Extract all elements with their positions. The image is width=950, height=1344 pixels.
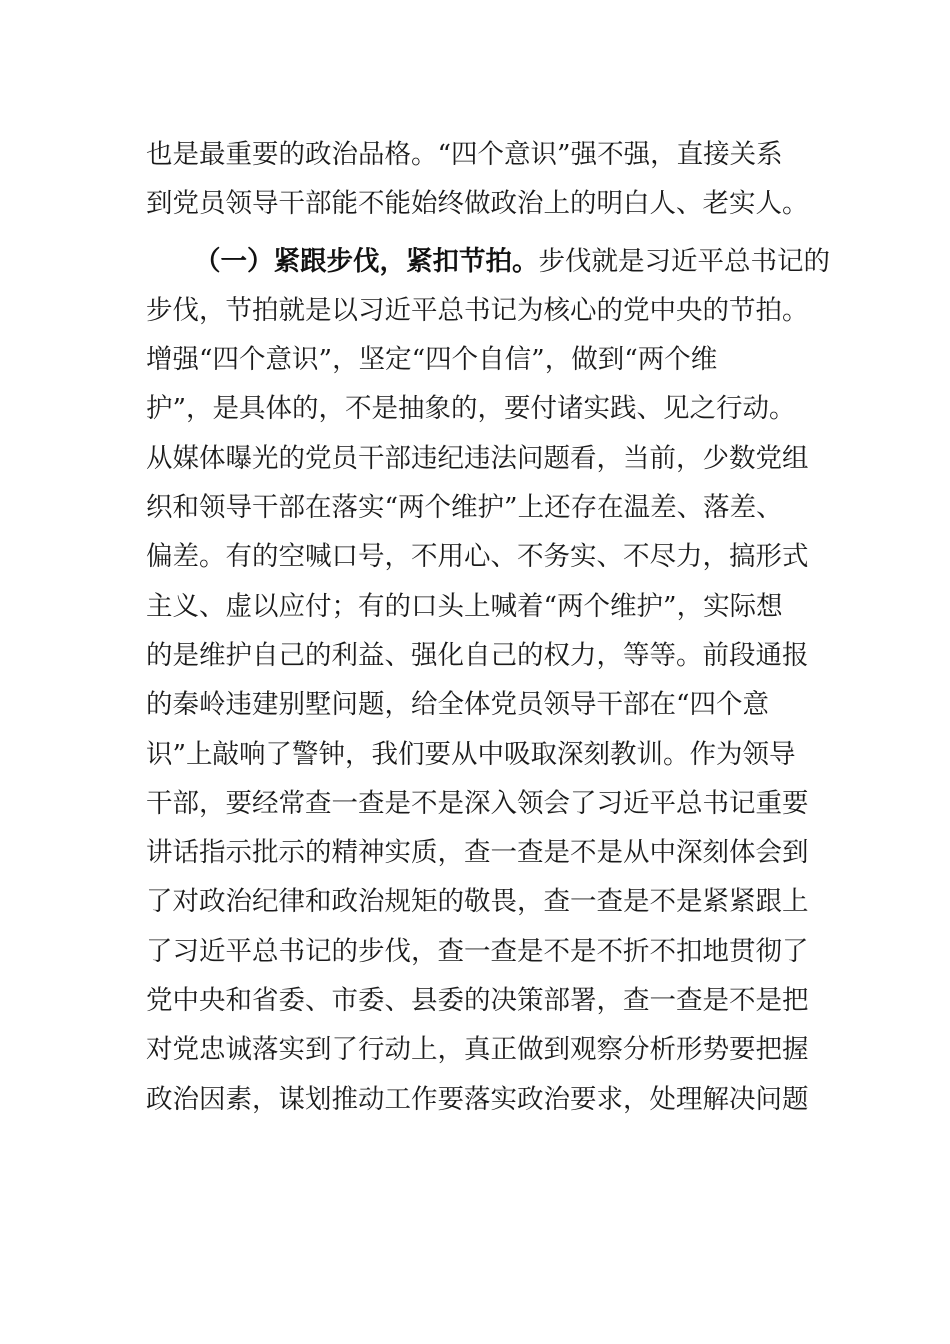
text-line: 了习近平总书记的步伐，查一查是不是不折不扣地贯彻了 <box>146 935 809 967</box>
text-line: 的是维护自己的利益、强化自己的权力，等等。前段通报 <box>146 639 809 671</box>
text-line: 到党员领导干部能不能始终做政治上的明白人、老实人。 <box>146 188 809 220</box>
text-line: 偏差。有的空喊口号，不用心、不务实、不尽力，搞形式 <box>146 541 809 573</box>
text-line: 织和领导干部在落实“两个维护”上还存在温差、落差、 <box>146 492 783 524</box>
text-run: 步伐就是习近平总书记的 <box>538 245 830 277</box>
document-body <box>146 130 830 1124</box>
section-heading: （一）紧跟步伐，紧扣节拍。 <box>194 245 539 277</box>
section-first-line <box>146 237 830 286</box>
text-line: 主义、虚以应付；有的口头上喊着“两个维护”，实际想 <box>146 590 783 622</box>
text-line: 了对政治纪律和政治规矩的敬畏，查一查是不是紧紧跟上 <box>146 886 809 918</box>
text-line: 党中央和省委、市委、县委的决策部署，查一查是不是把 <box>146 985 809 1017</box>
text-line: 干部，要经常查一查是不是深入领会了习近平总书记重要 <box>146 787 809 819</box>
text-line: 增强“四个意识”，坚定“四个自信”，做到“两个维 <box>146 344 718 376</box>
text-line: 也是最重要的政治品格。“四个意识”强不强，直接关系 <box>146 139 783 170</box>
text-line: 护”，是具体的，不是抽象的，要付诸实践、见之行动。 <box>146 393 796 425</box>
text-line: 步伐，节拍就是以习近平总书记为核心的党中央的节拍。 <box>146 294 809 326</box>
text-line: 讲话指示批示的精神实质，查一查是不是从中深刻体会到 <box>146 837 809 869</box>
text-line: 政治因素，谋划推动工作要落实政治要求，处理解决问题 <box>146 1083 809 1115</box>
text-line: 识”上敲响了警钟，我们要从中吸取深刻教训。作为领导 <box>146 738 796 770</box>
text-line: 的秦岭违建别墅问题，给全体党员领导干部在“四个意 <box>146 689 770 721</box>
text-line: 从媒体曝光的党员干部违纪违法问题看，当前，少数党组 <box>146 442 809 474</box>
text-line: 对党忠诚落实到了行动上，真正做到观察分析形势要把握 <box>146 1034 809 1066</box>
